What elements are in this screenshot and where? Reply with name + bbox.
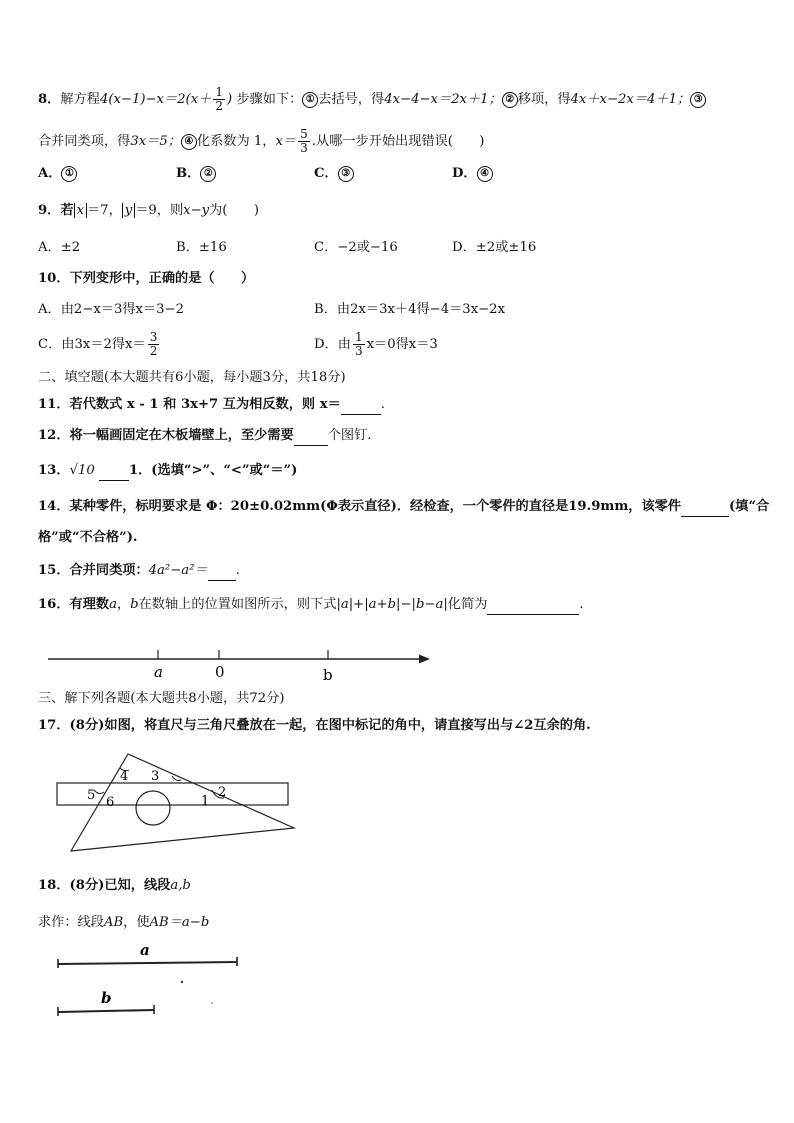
triangle: [71, 754, 294, 851]
triangle-hole: [136, 791, 170, 825]
number-line-figure: [44, 636, 436, 686]
q10-option-c[interactable]: C．由3x＝2得x＝ $\frac{3}{2}$: [38, 330, 158, 358]
q11: 11．若代数式 x - 1 和 3x+7 互为相反数，则 x＝ .: [38, 395, 385, 415]
q17: 17．(8分)如图，将直尺与三角尺叠放在一起，在图中标记的角中，请直接写出与∠2互余的角.: [38, 718, 591, 733]
answer-blank[interactable]: [208, 566, 236, 581]
q8-option-d[interactable]: D． ④: [452, 164, 493, 184]
answer-blank[interactable]: [99, 466, 129, 481]
q14-line2: 格”或“不合格”).: [38, 530, 138, 545]
q8-option-b[interactable]: B． ②: [176, 164, 216, 184]
q8-option-c[interactable]: C． ③: [314, 164, 354, 184]
answer-blank[interactable]: [487, 600, 579, 615]
segments-figure: [52, 938, 260, 1022]
label-a: a: [154, 663, 163, 681]
segment-a: [58, 962, 237, 964]
angle-5-label: 5: [87, 788, 96, 803]
q18-task: 求作：线段AB，使AB＝a−b: [38, 915, 210, 930]
q10-option-a[interactable]: A．由2−x＝3得x＝3−2: [38, 302, 184, 317]
angle-4-label: 4: [120, 769, 129, 784]
angle-2-label: 2: [218, 785, 227, 800]
q10-option-d[interactable]: D．由 $\frac{1}{3}$ x＝0得x＝3: [314, 330, 438, 358]
q10-stem: 10．下列变形中，正确的是（ ）: [38, 271, 255, 286]
q8-line2: 合并同类项，得3x＝5； ④ 化系数为 1，x＝ $\frac{5}{3}$ .从哪一步开始出现错误( ): [38, 127, 485, 155]
answer-blank[interactable]: [681, 502, 729, 517]
q12: 12．将一幅画固定在木板墙壁上，至少需要 个图钉.: [38, 426, 372, 446]
segment-a-label: a: [140, 941, 150, 959]
angle-arc: [94, 790, 104, 794]
fraction: $\frac{5}{3}$: [300, 127, 308, 155]
q13: 13．√10 1．(选填“>”、“<”或“＝”): [38, 461, 297, 481]
q14-line1: 14．某种零件，标明要求是 Φ：20±0.02mm(Φ表示直径)．经检查，一个零件的直径是19.9mm，该零件 (填“合: [38, 497, 769, 517]
answer-blank[interactable]: [341, 400, 381, 415]
q9-stem: 9．若 x ＝7， y ＝9，则x−y为( ): [38, 203, 259, 218]
label-b: b: [323, 666, 333, 684]
angle-6-label: 6: [106, 795, 115, 810]
q9-option-d[interactable]: D．±2或±16: [452, 240, 537, 255]
q9-option-c[interactable]: C．−2或−16: [314, 240, 398, 255]
q8-option-a[interactable]: A． ①: [38, 164, 77, 184]
q9-option-b[interactable]: B．±16: [176, 240, 227, 255]
section-3-heading: 三、解下列各题(本大题共8小题，共72分): [38, 691, 285, 706]
section-2-heading: 二、填空题(本大题共有6小题，每小题3分，共18分): [38, 370, 346, 385]
fraction: $\frac{1}{2}$: [215, 85, 223, 113]
speck: [211, 1002, 213, 1004]
ruler-triangle-figure: [54, 752, 300, 854]
answer-blank[interactable]: [294, 431, 328, 446]
speck: [181, 981, 183, 983]
q10-option-b[interactable]: B．由2x＝3x＋4得−4＝3x−2x: [314, 302, 506, 317]
arrow-icon: [419, 655, 430, 664]
label-0: 0: [215, 663, 225, 681]
q16: 16．有理数a，b在数轴上的位置如图所示，则下式|a|+|a+b|−|b−a|化简为 .: [38, 595, 584, 615]
q8-line1: 8．解方程4(x−1)−x＝2(x＋ $\frac{1}{2}$ ) 步骤如下： ① 去括号，得4x−4−x＝2x＋1； ② 移项，得4x＋x−2x＝4＋1； ③: [38, 86, 706, 113]
q9-option-a[interactable]: A．±2: [38, 240, 81, 255]
q18-stem: 18．(8分)已知，线段a,b: [38, 878, 191, 893]
segment-b: [58, 1010, 154, 1012]
angle-1-label: 1: [201, 794, 210, 809]
segment-b-label: b: [101, 989, 112, 1007]
angle-3-label: 3: [151, 769, 160, 784]
q15: 15．合并同类项：4a²−a²＝ .: [38, 561, 240, 581]
